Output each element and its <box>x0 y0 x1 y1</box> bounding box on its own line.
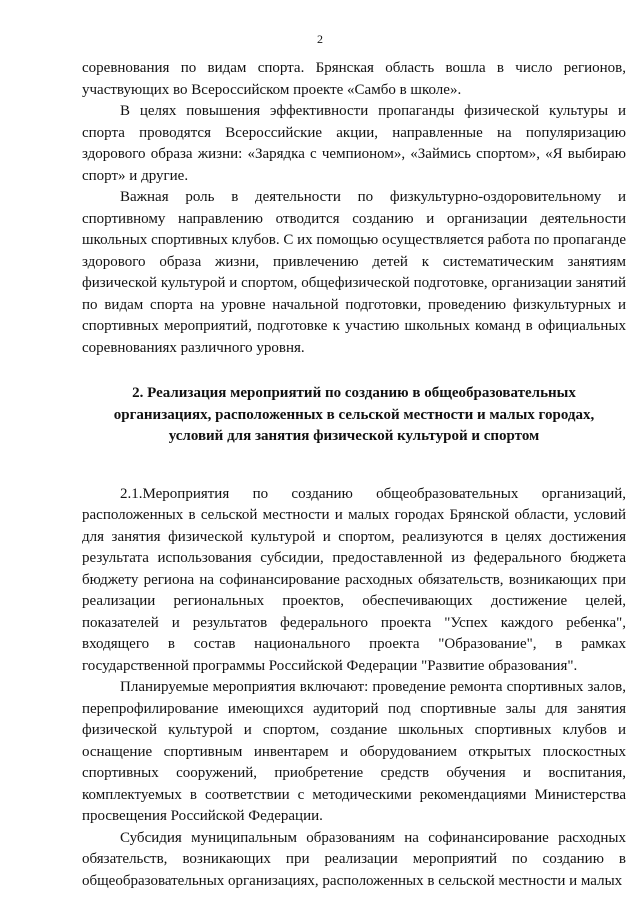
paragraph-subsidy: Субсидия муниципальным образованиям на софинансирование расходных обязательств, возникающих при реализации мероприятий по созданию в общеобразовательных организациях, расположенных в сельской местности и малых <box>82 829 626 889</box>
section-heading: 2. Реализация мероприятий по созданию в общеобразовательных организациях, расположенных в сельской местности и малых городах, условий для занятия физической культурой и спортом <box>113 385 595 444</box>
paragraph-promotion-actions: В целях повышения эффективности пропаганды физической культуры и спорта проводятся Всероссийские акции, направленные на популяризацию здорового образа жизни: «Зарядка с чемпионом», «Займись спортом», «Я выбираю спорт» и другие. <box>82 103 626 184</box>
paragraph-planned-measures: Планируемые мероприятия включают: проведение ремонта спортивных залов, перепрофилирование имеющихся аудиторий под спортивные залы для занятия физической культурой и спортом, создание школьных спортивных клубов и оснащение спортивным инвентарем и оборудованием открытых плоскостных спортивных сооружений, приобретение средств обучения и воспитания, комплектуемых в соответствии с методическими рекомендациями Министерства просвещения Российской Федерации. <box>82 679 626 824</box>
paragraph-school-sport-clubs: Важная роль в деятельности по физкультурно-оздоровительному и спортивному направлению отводится созданию и организации деятельности школьных спортивных клубов. С их помощью осуществляется работа по пропаганде здорового образа жизни, привлечению детей к систематическим занятиям физической культурой и спортом, общефизической подготовке, организации занятий по видам спорта на уровне начальной подготовки, проведению физкультурных и спортивных мероприятий, подготовке к участию школьных команд в официальных соревнованиях различного уровня. <box>82 189 626 356</box>
heading-spacer <box>82 448 626 484</box>
paragraph-continuation: соревнования по видам спорта. Брянская область вошла в число регионов, участвующих во Всероссийском проекте «Самбо в школе». <box>82 60 626 98</box>
paragraph-section-2-1: 2.1.Мероприятия по созданию общеобразовательных организаций, расположенных в сельской местности и малых городах Брянской области, условий для занятия физической культурой и спортом, реализуются в целях достижения результата использования субсидии, предоставленной из федерального бюджета бюджету региона на софинансирование расходных обязательств, возникающих при реализации региональных проектов, обеспечивающих достижение целей, показателей и результатов федерального проекта "Успех каждого ребенка", входящего в состав национального проекта "Образование", в рамках государственной программы Российской Федерации "Развитие образования". <box>82 485 626 674</box>
document-body <box>82 58 626 892</box>
page-number: 2 <box>317 32 323 46</box>
